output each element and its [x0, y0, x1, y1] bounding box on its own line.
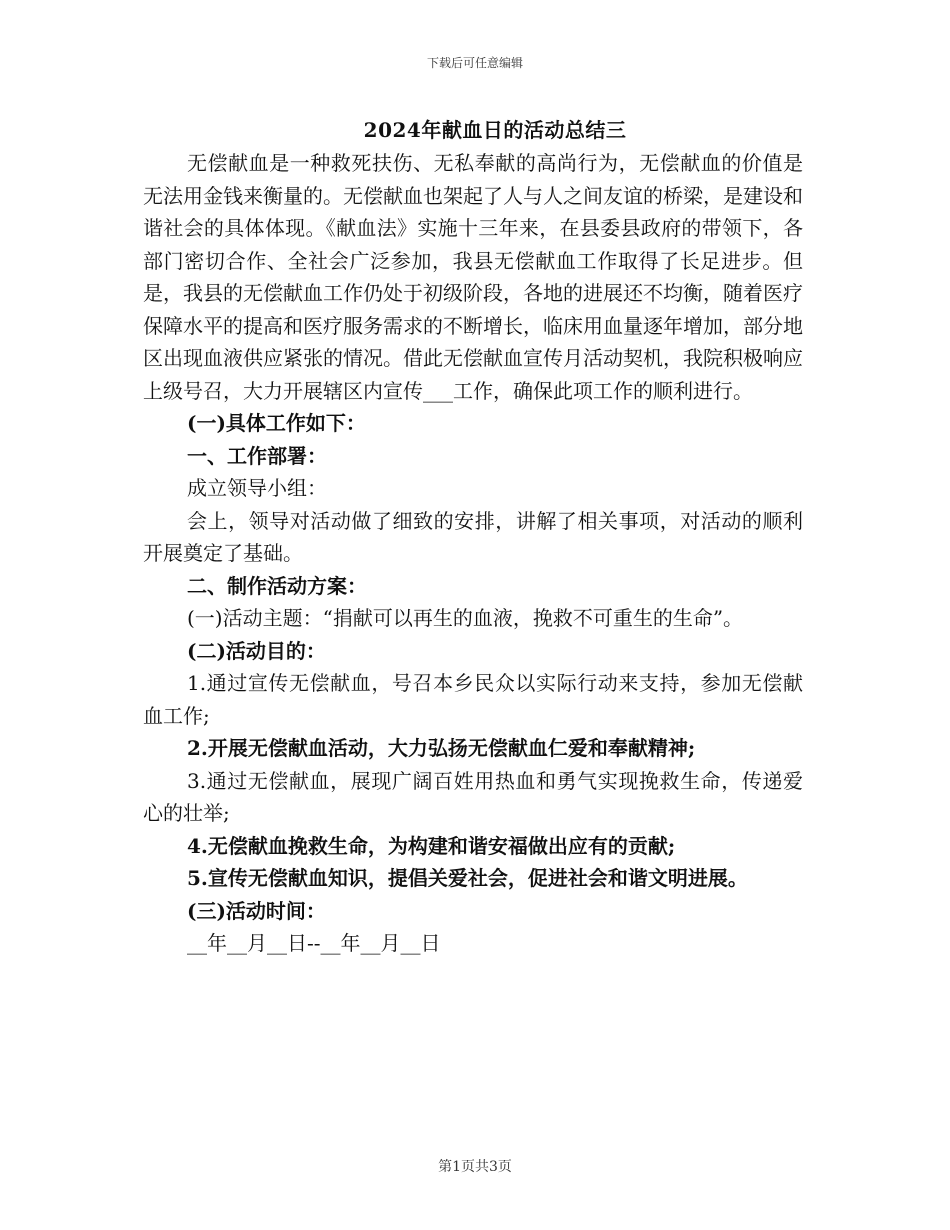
- list-item-purpose-2: 2.开展无偿献血活动，大力弘扬无偿献血仁爱和奉献精神;: [187, 736, 696, 760]
- list-item-purpose-4: 4.无偿献血挽救生命，为构建和谐安福做出应有的贡献;: [187, 833, 676, 858]
- document-title: 2024年献血日的活动总结三: [363, 118, 627, 142]
- page-number: 第1页共3页: [438, 1159, 512, 1175]
- paragraph-leadership-group: 成立领导小组：: [187, 476, 327, 500]
- list-item-purpose-1: 1.通过宣传无偿献血，号召本乡民众以实际行动来支持，参加无偿献血工作;: [143, 671, 803, 728]
- section-heading-work-deployment: 一、工作部署：: [187, 443, 327, 468]
- paragraph-meeting: 会上，领导对活动做了细致的安排，讲解了相关事项，对活动的顺利开展奠定了基础。: [143, 508, 803, 565]
- section-heading-work-details: (一)具体工作如下：: [187, 411, 366, 435]
- paragraph-intro: 无偿献血是一种救死扶伤、无私奉献的高尚行为，无偿献血的价值是无法用金钱来衡量的。无偿献血也架起了人与人之间友谊的桥梁，是建设和谐社会的具体体现。《献血法》实施十三年来，在县委县政府的带领下，各部门密切合作、全社会广泛参加，我县无偿献血工作取得了长足进步。但是，我县的无偿献血工作仍处于初级阶段，各地的进展还不均衡，随着医疗保障水平的提高和医疗服务需求的不断增长，临床用血量逐年增加，部分地区出现血液供应紧张的情况。借此无偿献血宣传月活动契机，我院积极响应上级号召，大力开展辖区内宣传___工作，确保此项工作的顺利进行。: [143, 151, 803, 403]
- paragraph-activity-theme: (一)活动主题：“捐献可以再生的血液，挽救不可重生的生命”。: [187, 606, 744, 630]
- paragraph-date-range: __年__月__日--__年__月__日: [187, 931, 441, 955]
- header-note: 下载后可任意编辑: [426, 56, 523, 70]
- list-item-purpose-5: 5.宣传无偿献血知识，提倡关爱社会，促进社会和谐文明进展。: [187, 866, 748, 890]
- list-item-purpose-3: 3.通过无偿献血，展现广阔百姓用热血和勇气实现挽救生命，传递爱心的壮举;: [143, 768, 803, 825]
- section-heading-activity-plan: 二、制作活动方案：: [187, 573, 367, 598]
- section-heading-activity-time: (三)活动时间：: [187, 898, 326, 923]
- section-heading-activity-purpose: (二)活动目的：: [187, 638, 326, 663]
- document-body: [143, 147, 803, 960]
